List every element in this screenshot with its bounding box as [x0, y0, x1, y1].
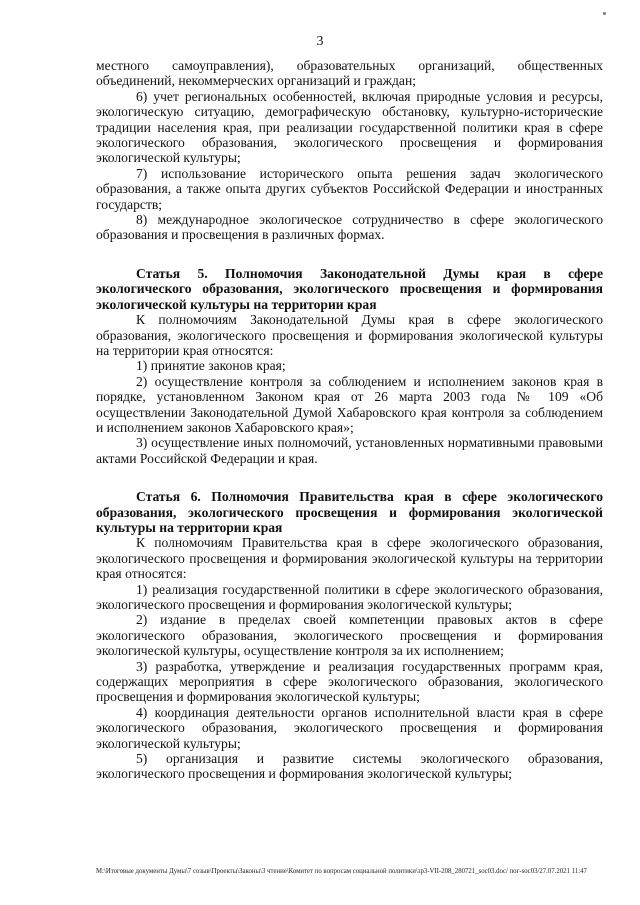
document-body — [96, 58, 603, 782]
article-6-paragraph: 5) организация и развитие системы экологического образования, экологического просвещения и формирования экологической культуры; — [96, 751, 603, 782]
article-6-paragraph: 3) разработка, утверждение и реализация государственных программ края, содержащих мероприятия в сфере экологического образования, экологического просвещения и формирования экологической культуры; — [96, 658, 603, 705]
article-6-paragraph: 1) реализация государственной политики в сфере экологического образования, экологического просвещения и формирования экологической культуры; — [96, 581, 603, 612]
article-6-heading: Статья 6. Полномочия Правительства края в сфере экологического образования, экологического просвещения и формирования экологической культуры на территории края — [96, 489, 603, 535]
intro-paragraph: 6) учет региональных особенностей, включая природные условия и ресурсы, экологическую ситуацию, демографическую обстановку, культурно-исторические традиции населения края, при реализации государственной политики края в сфере экологического образования, экологического просвещения и формирования экологической культуры; — [96, 88, 603, 166]
article-6-paragraph: 2) издание в пределах своей компетенции правовых актов в сфере экологического образования, экологического просвещения и формирования экологической культуры, осуществление контроля за их исполнением; — [96, 612, 603, 659]
article-6-paragraph: 4) координация деятельности органов исполнительной власти края в сфере экологического образования, экологического просвещения и формирования экологической культуры; — [96, 704, 603, 751]
section-gap — [96, 243, 603, 266]
section-gap — [96, 466, 603, 489]
page-number: 3 — [316, 34, 324, 49]
article-5-paragraph: 2) осуществление контроля за соблюдением и исполнением законов края в порядке, установленном Законом края от 26 марта 2003 года № 109 «Об осуществлении Законодательной Думой Хабаровского края контроля за соблюдением и исполнением законов Хабаровского края»; — [96, 373, 603, 435]
intro-paragraph: 8) международное экологическое сотрудничество в сфере экологического образования и просвещения в различных формах. — [96, 212, 603, 243]
article-5-paragraph: К полномочиям Законодательной Думы края в сфере экологического образования, экологического просвещения и формирования экологической культуры на территории края относятся: — [96, 312, 603, 358]
scan-speck — [603, 12, 606, 15]
intro-paragraph: 7) использование исторического опыта решения задач экологического образования, а также опыта других субъектов Российской Федерации и иностранных государств; — [96, 165, 603, 212]
file-path-footer: M:\Итоговые документы Думы\7 созыв\Проекты\Законы\3 чтение\Комитет по вопросам социальной политики\зр3-VII-208_280721_soc03.doc/ пог-soc03/27.07.2021 11:47 — [96, 868, 587, 875]
article-6-paragraph: К полномочиям Правительства края в сфере экологического образования, экологического просвещения и формирования экологической культуры на территории края относятся: — [96, 535, 603, 582]
article-5-paragraph: 1) принятие законов края; — [136, 358, 286, 374]
article-5-heading: Статья 5. Полномочия Законодательной Думы края в сфере экологического образования, экологического просвещения и формирования экологической культуры на территории края — [96, 265, 603, 312]
article-5-paragraph: 3) осуществление иных полномочий, установленных нормативными правовыми актами Российской Федерации и края. — [96, 435, 603, 466]
intro-paragraph: местного самоуправления), образовательных организаций, общественных объединений, некоммерческих организаций и граждан; — [96, 58, 603, 89]
